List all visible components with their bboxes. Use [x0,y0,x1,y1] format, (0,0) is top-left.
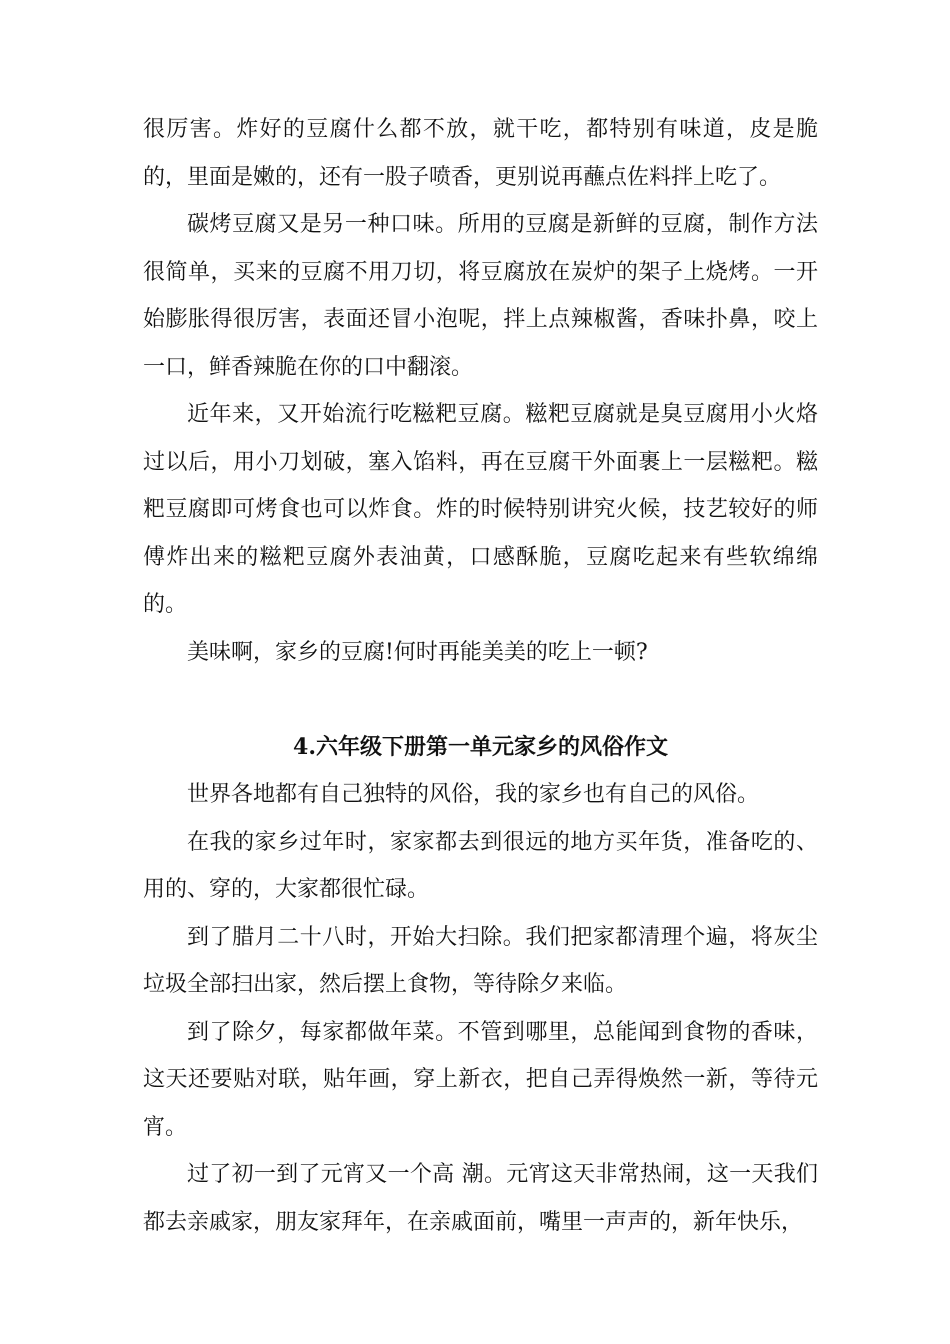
paragraph-closing: 美味啊，家乡的豆腐!何时再能美美的吃上一顿? [187,639,648,665]
paragraph-intro: 世界各地都有自己独特的风俗，我的家乡也有自己的风俗。 [187,782,760,807]
paragraph-lantern-festival: 过了初一到了元宵又一个高 潮。元宵这天非常热闹，这一天我们都去亲戚家，朋友家拜年，在亲戚面前，嘴里一声声的，新年快乐， [143,1162,818,1235]
paragraph-charcoal-tofu: 碳烤豆腐又是另一种口味。所用的豆腐是新鲜的豆腐，制作方法很简单，买来的豆腐不用刀切，将豆腐放在炭炉的架子上烧烤。一开始膨胀得很厉害，表面还冒小泡呢，拌上点辣椒酱，香味扑鼻，咬上一口，鲜香辣脆在你的口中翻滚。 [143,212,818,380]
paragraph-cleaning: 到了腊月二十八时，开始大扫除。我们把家都清理个遍，将灰尘垃圾全部扫出家，然后摆上食物，等待除夕来临。 [143,924,818,997]
paragraph-new-year-eve: 到了除夕，每家都做年菜。不管到哪里，总能闻到食物的香味，这天还要贴对联，贴年画，穿上新衣，把自己弄得焕然一新，等待元宵。 [143,1019,818,1140]
paragraph-ciba-tofu: 近年来，又开始流行吃糍粑豆腐。糍粑豆腐就是臭豆腐用小火烙过以后，用小刀划破，塞入馅料，再在豆腐干外面裹上一层糍粑。糍粑豆腐即可烤食也可以炸食。炸的时候特别讲究火候，技艺较好的师傅炸出来的糍粑豆腐外表油黄，口感酥脆，豆腐吃起来有些软绵绵的。 [143,402,818,617]
section-title: 4.六年级下册第一单元家乡的风俗作文 [293,733,668,760]
document-body [143,106,818,1246]
paragraph-new-year-shopping: 在我的家乡过年时，家家都去到很远的地方买年货，准备吃的、用的、穿的，大家都很忙碌。 [143,829,818,902]
section-spacer [143,676,818,724]
paragraph-continued: 很厉害。炸好的豆腐什么都不放，就干吃，都特别有味道，皮是脆的，里面是嫩的，还有一股子喷香，更别说再蘸点佐料拌上吃了。 [143,117,818,190]
